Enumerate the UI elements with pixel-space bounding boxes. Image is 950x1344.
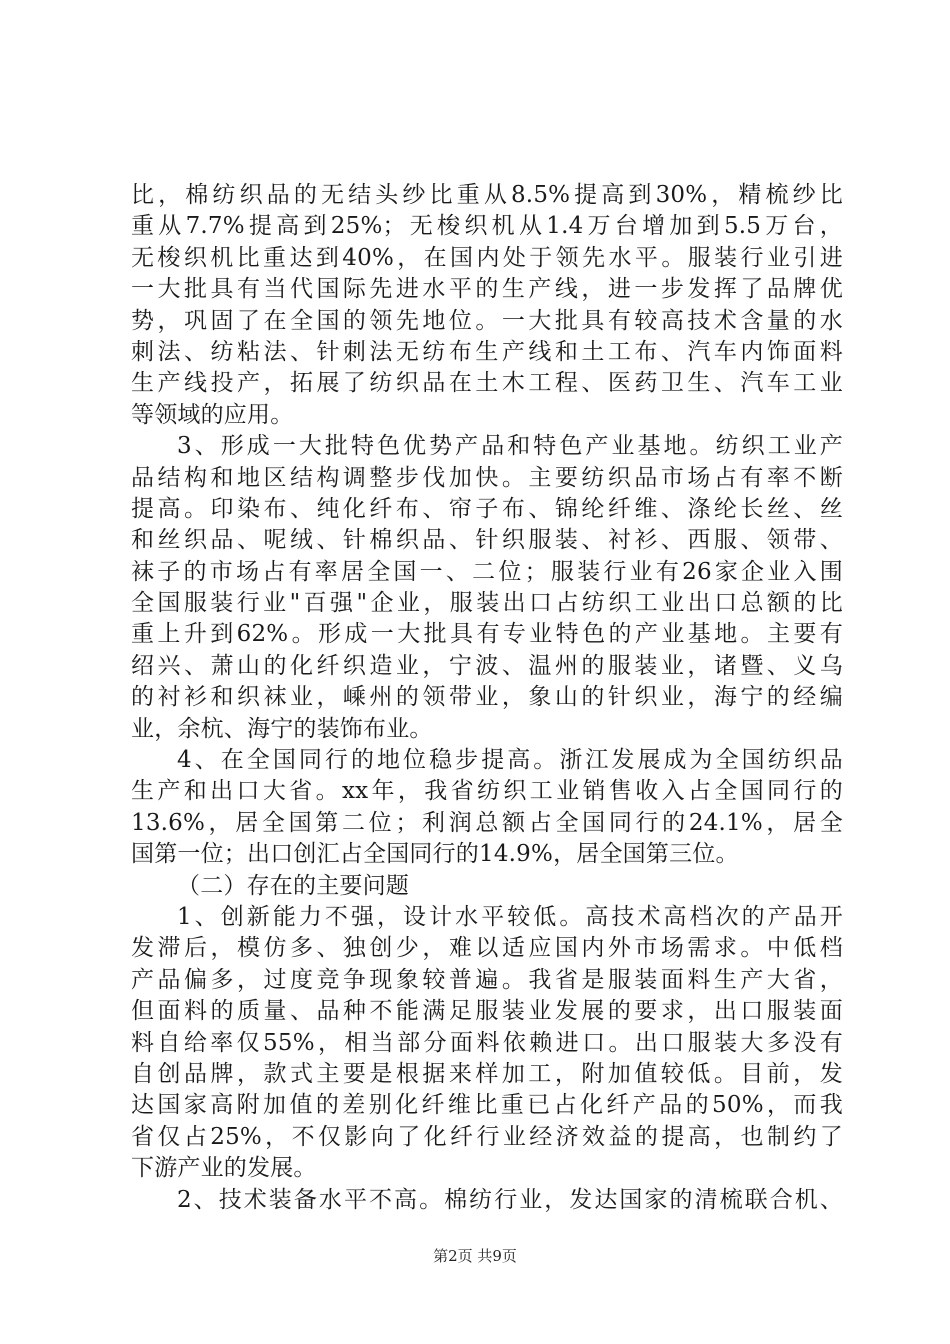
text-line: 发滞后，模仿多、独创少，难以适应国内外市场需求。中低档 [131,935,843,962]
text-line: 13.6%，居全国第二位；利润总额占全国同行的24.1%，居全 [131,809,843,836]
text-line: 绍兴、萧山的化纤织造业，宁波、温州的服装业，诸暨、义乌 [131,652,843,679]
page-footer: 第2页 共9页 [433,1247,517,1265]
text-line: 但面料的质量、品种不能满足服装业发展的要求，出口服装面 [131,998,843,1025]
text-line: 业，余杭、海宁的装饰布业。 [131,715,433,742]
text-line: 4、在全国同行的地位稳步提高。浙江发展成为全国纺织品 [177,747,843,774]
text-line: 生产和出口大省。xx年，我省纺织工业销售收入占全国同行的 [131,778,843,805]
text-line: 自创品牌，款式主要是根据来样加工，附加值较低。目前，发 [131,1060,843,1087]
text-line: 等领域的应用。 [131,401,294,428]
body-text [131,180,843,1216]
text-line: 全国服装行业"百强"企业，服装出口占纺织工业出口总额的比 [131,590,843,617]
text-line: 一大批具有当代国际先进水平的生产线，进一步发挥了品牌优 [131,276,843,303]
text-line: 刺法、纺粘法、针刺法无纺布生产线和土工布、汽车内饰面料 [131,338,843,365]
text-line: 生产线投产，拓展了纺织品在土木工程、医药卫生、汽车工业 [131,370,843,397]
text-line: 省仅占25%，不仅影向了化纤行业经济效益的提高，也制约了 [131,1123,843,1150]
text-line: 产品偏多，过度竞争现象较普遍。我省是服装面料生产大省， [131,966,843,993]
text-line: 和丝织品、呢绒、针棉织品、针织服装、衬衫、西服、领带、 [131,527,843,554]
text-line: 下游产业的发展。 [131,1155,317,1182]
text-line: 提高。印染布、纯化纤布、帘子布、锦纶纤维、涤纶长丝、丝 [131,495,843,522]
text-line: 料自给率仅55%，相当部分面料依赖进口。出口服装大多没有 [131,1029,843,1056]
text-line: 势，巩固了在全国的领先地位。一大批具有较高技术含量的水 [131,307,843,334]
text-line: 2、技术装备水平不高。棉纺行业，发达国家的清梳联合机、 [177,1186,843,1213]
text-line: 国第一位；出口创汇占全国同行的14.9%，居全国第三位。 [131,841,739,868]
text-line: 比，棉纺织品的无结头纱比重从8.5%提高到30%，精梳纱比 [131,182,843,208]
text-line: 无梭织机比重达到40%，在国内处于领先水平。服装行业引进 [131,244,843,271]
text-line: 1、创新能力不强，设计水平较低。高技术高档次的产品开 [177,903,843,930]
text-line: 重从7.7%提高到25%；无梭织机从1.4万台增加到5.5万台， [131,213,843,240]
text-line: 达国家高附加值的差别化纤维比重已占化纤产品的50%，而我 [131,1092,843,1119]
text-line: 3、形成一大批特色优势产品和特色产业基地。纺织工业产 [177,433,843,460]
text-line: 袜子的市场占有率居全国一、二位；服装行业有26家企业入围 [131,558,843,585]
section-heading: （二）存在的主要问题 [177,872,409,899]
text-line: 的衬衫和织袜业，嵊州的领带业，象山的针织业，海宁的经编 [131,684,843,711]
text-line: 重上升到62%。形成一大批具有专业特色的产业基地。主要有 [131,621,843,648]
text-line: 品结构和地区结构调整步伐加快。主要纺织品市场占有率不断 [131,464,843,491]
